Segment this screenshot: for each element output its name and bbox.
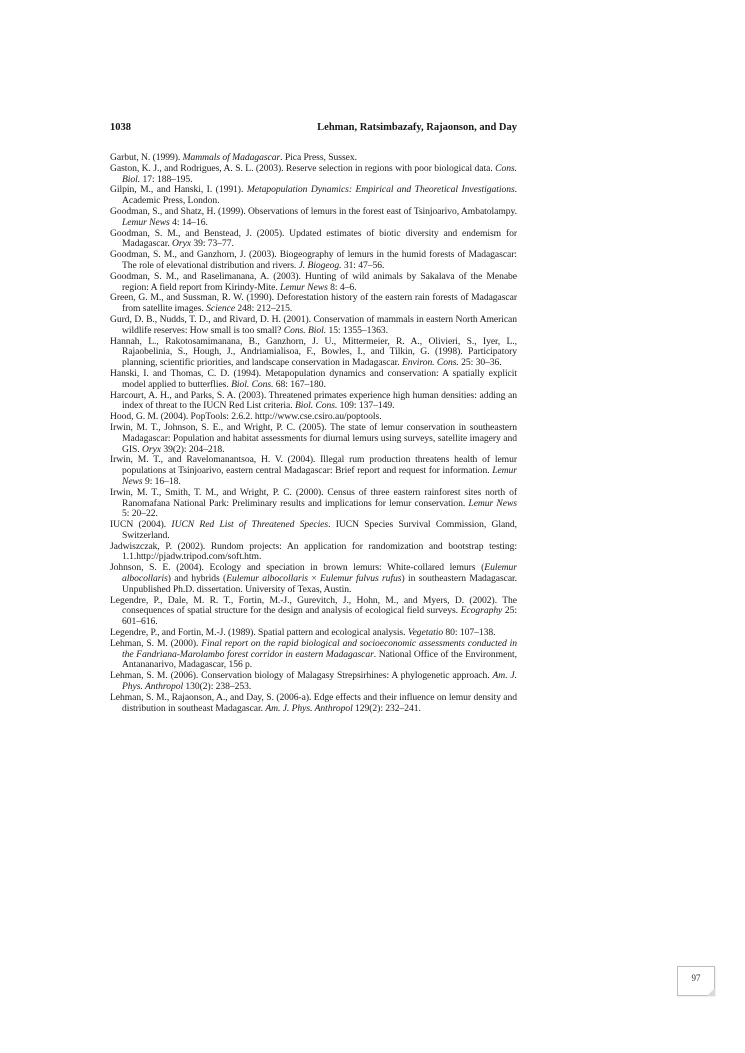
reference-entry — [110, 250, 517, 272]
running-head: Lehman, Ratsimbazafy, Rajaonson, and Day — [317, 122, 517, 133]
reference-entry — [110, 596, 517, 628]
italic-title: Biol. Cons. — [294, 400, 338, 412]
reference-text: × — [308, 573, 321, 585]
reference-text: Goodman, S. M., and Raselimanana, A. (2003). Hunting of wild animals by Sakalava of the Menabe region: A field report from Kirindy-Mite. — [110, 270, 517, 293]
reference-text: 248: 212–215. — [235, 303, 293, 315]
reference-text: 9: 16–18. — [142, 475, 181, 487]
reference-text: 68: 167–180. — [273, 378, 326, 390]
italic-title: Oryx — [142, 443, 161, 455]
italic-title: Science — [206, 303, 236, 315]
italic-title: Lemur News — [468, 497, 517, 509]
reference-text: Legendre, P., and Fortin, M.-J. (1989). Spatial pattern and ecological analysis. — [110, 627, 408, 639]
reference-text: 109: 137–149. — [337, 400, 395, 412]
reference-entry — [110, 315, 517, 337]
reference-text: ) in southeastern Madagascar. Unpublished Ph.D. dissertation. University of Texas, Austin. — [122, 573, 518, 595]
reference-entry — [110, 423, 517, 455]
reference-text: Hanski, I. and Thomas, C. D. (1994). Metapopulation dynamics and conservation: A spatially explicit model applied to butterflies. — [110, 367, 517, 390]
reference-text: Green, G. M., and Sussman, R. W. (1990). Deforestation history of the eastern rain forests of Madagascar from satellite images. — [110, 292, 517, 315]
italic-title: IUCN Red List of Threatened Species — [171, 519, 329, 531]
reference-entry — [110, 693, 517, 715]
reference-text: . IUCN Species Survival Commission, Gland, Switzerland. — [122, 519, 517, 541]
page-curl-icon — [707, 988, 715, 996]
reference-text: 129(2): 232–241. — [352, 702, 421, 714]
reference-text: 8: 4–6. — [327, 281, 357, 293]
reference-entry — [110, 272, 517, 294]
reference-entry — [110, 520, 517, 542]
reference-text: Lehman, S. M. (2000). — [110, 637, 202, 649]
italic-title: Oryx — [172, 238, 191, 250]
reference-entry — [110, 542, 517, 564]
reference-entry — [110, 293, 517, 315]
reference-text: Lehman, S. M. (2006). Conservation biology of Malagasy Strepsirhines: A phylogenetic approach. — [110, 670, 493, 682]
italic-title: Am. J. Phys. Anthropol — [122, 670, 517, 693]
reference-text: Goodman, S. M., and Ganzhorn, J. (2003). Biogeography of lemurs in the humid forests of Madagascar: The role of elevational distribution and rivers. — [110, 249, 517, 271]
reference-text: 39(2): 204–218. — [161, 443, 225, 455]
reference-text: Jadwiszczak, P. (2002). Rundom projects: An application for randomization and bootstrap testing: 1.1.http://pjadw.tripod.com/soft.htm. — [110, 540, 517, 563]
reference-text: 130(2): 238–253. — [183, 681, 252, 693]
reference-text: Gilpin, M., and Hanski, I. (1991). — [110, 184, 247, 196]
reference-text: 31: 47–56. — [341, 259, 385, 271]
reference-text: Hannah, L., Rakotosamimanana, B., Ganzhorn, J. U., Mittermeier, R. A., Olivieri, S., Iyer, L., Rajaobelinia, S., Hough, J., Andriamialisoa, F., Bowles, I., and Tilkin, G. (1998). Participatory planning, scientific priorities, and landscape conservation in Madagascar. — [110, 335, 517, 369]
reference-entry — [110, 639, 517, 671]
reference-text: 25: 601–616. — [122, 605, 517, 628]
reference-text: Johnson, S. E. (2004). Ecology and speciation in brown lemurs: White-collared lemurs ( — [110, 562, 485, 574]
reference-entry — [110, 391, 517, 413]
italic-title: Cons. Biol. — [122, 162, 517, 185]
reference-text: Irwin, M. T., and Ravelomanantsoa, H. V. (2004). Illegal rum production threatens health of lemur populations at Tsinjoarivo, eastern central Madagascar: Brief report and request for information. — [110, 454, 517, 477]
reference-entry — [110, 671, 517, 693]
reference-text: ) and hybrids ( — [167, 573, 227, 585]
reference-text: 39: 73–77. — [191, 238, 234, 250]
reference-text: Legendre, P., Dale, M. R. T., Fortin, M.-J., Gurevitch, J., Hohn, M., and Myers, D. (2002). The consequences of spatial structure for the design and analysis of ecological field surveys. — [110, 594, 517, 617]
reference-text: 5: 20–22. — [122, 508, 158, 520]
italic-title: Eulemur albocollaris — [226, 573, 308, 585]
reference-text: Hood, G. M. (2004). PopTools: 2.6.2. http://www.cse.csiro.au/poptools. — [110, 411, 382, 423]
reference-text: Irwin, M. T., Smith, T. M., and Wright, P. C. (2000). Census of three eastern rainforest sites north of Ranomafana National Park: Preliminary results and implications for lemur conservation. — [110, 486, 517, 509]
reference-entry — [110, 185, 517, 207]
italic-title: J. Biogeog. — [298, 259, 342, 271]
italic-title: Ecography — [460, 605, 503, 617]
italic-title: Am. J. Phys. Anthropol — [265, 702, 353, 714]
reference-entry — [110, 488, 517, 520]
italic-title: Biol. Cons. — [231, 378, 274, 390]
reference-text: Lehman, S. M., Rajaonson, A., and Day, S. (2006-a). Edge effects and their influence on lemur density and distribution in southeast Madagascar. — [110, 691, 517, 714]
italic-title: Lemur News — [122, 465, 517, 487]
reference-text: Harcourt, A. H., and Parks, S. A. (2003). Threatened primates experience high human densities: adding an index of threat to the IUCN Red List criteria. — [110, 389, 517, 412]
italic-title: Eulemur albocollaris — [122, 562, 517, 585]
page-number: 1038 — [110, 122, 131, 133]
reference-entry — [110, 563, 517, 595]
italic-title: Eulemur fulvus rufus — [320, 573, 402, 585]
page-number-tab[interactable] — [677, 966, 715, 996]
page-tab-label: 97 — [691, 973, 701, 983]
reference-list — [110, 153, 517, 714]
italic-title: Final report on the rapid biological and socioeconomic assessments conducted in the Fandriana-Marolambo forest corridor in eastern Madagascar — [122, 637, 517, 660]
reference-text: Irwin, M. T., Johnson, S. E., and Wright, P. C. (2005). The state of lemur conservation in southeastern Madagascar: Population and habitat assessments for diurnal lemurs using surveys, satellite imagery and GIS. — [110, 421, 517, 455]
reference-text: 80: 107–138. — [443, 627, 496, 639]
reference-text: 17: 188–195. — [140, 173, 193, 185]
reference-entry — [110, 337, 517, 369]
reference-text: IUCN (2004). — [110, 519, 172, 531]
italic-title: Metapopulation Dynamics: Empirical and Theoretical Investigations — [246, 184, 515, 196]
reference-entry — [110, 207, 517, 229]
reference-entry — [110, 164, 517, 186]
reference-text: Garbut, N. (1999). — [110, 152, 183, 163]
italic-title: Mammals of Madagascar — [182, 152, 281, 163]
reference-text: 25: 30–36. — [458, 357, 502, 369]
page-header — [110, 122, 517, 138]
reference-entry — [110, 455, 517, 487]
reference-text: Goodman, S. M., and Benstead, J. (2005). Updated estimates of biotic diversity and endemism for Madagascar. — [110, 227, 517, 250]
reference-text: Gaston, K. J., and Rodrigues, A. S. L. (2003). Reserve selection in regions with poor biological data. — [110, 162, 496, 174]
italic-title: Cons. Biol. — [283, 324, 327, 336]
reference-text: . Pica Press, Sussex. — [280, 152, 357, 163]
italic-title: Lemur News — [280, 281, 328, 293]
reference-text: Goodman, S., and Shatz, H. (1999). Observations of lemurs in the forest east of Tsinjoarivo, Ambatolampy. — [110, 205, 517, 217]
reference-entry — [110, 229, 517, 251]
reference-entry — [110, 369, 517, 391]
italic-title: Environ. Cons. — [401, 357, 459, 369]
reference-text: . National Office of the Environment, Antananarivo, Madagascar, 156 p. — [122, 648, 517, 671]
reference-text: Gurd, D. B., Nudds, T. D., and Rivard, D. H. (2001). Conservation of mammals in eastern North American wildlife reserves: How small is too small? — [110, 313, 517, 336]
reference-text: 15: 1355–1363. — [326, 324, 388, 336]
reference-text: . Academic Press, London. — [122, 184, 517, 207]
italic-title: Lemur News — [122, 216, 170, 228]
italic-title: Vegetatio — [407, 627, 444, 639]
reference-text: 4: 14–16. — [169, 216, 208, 228]
